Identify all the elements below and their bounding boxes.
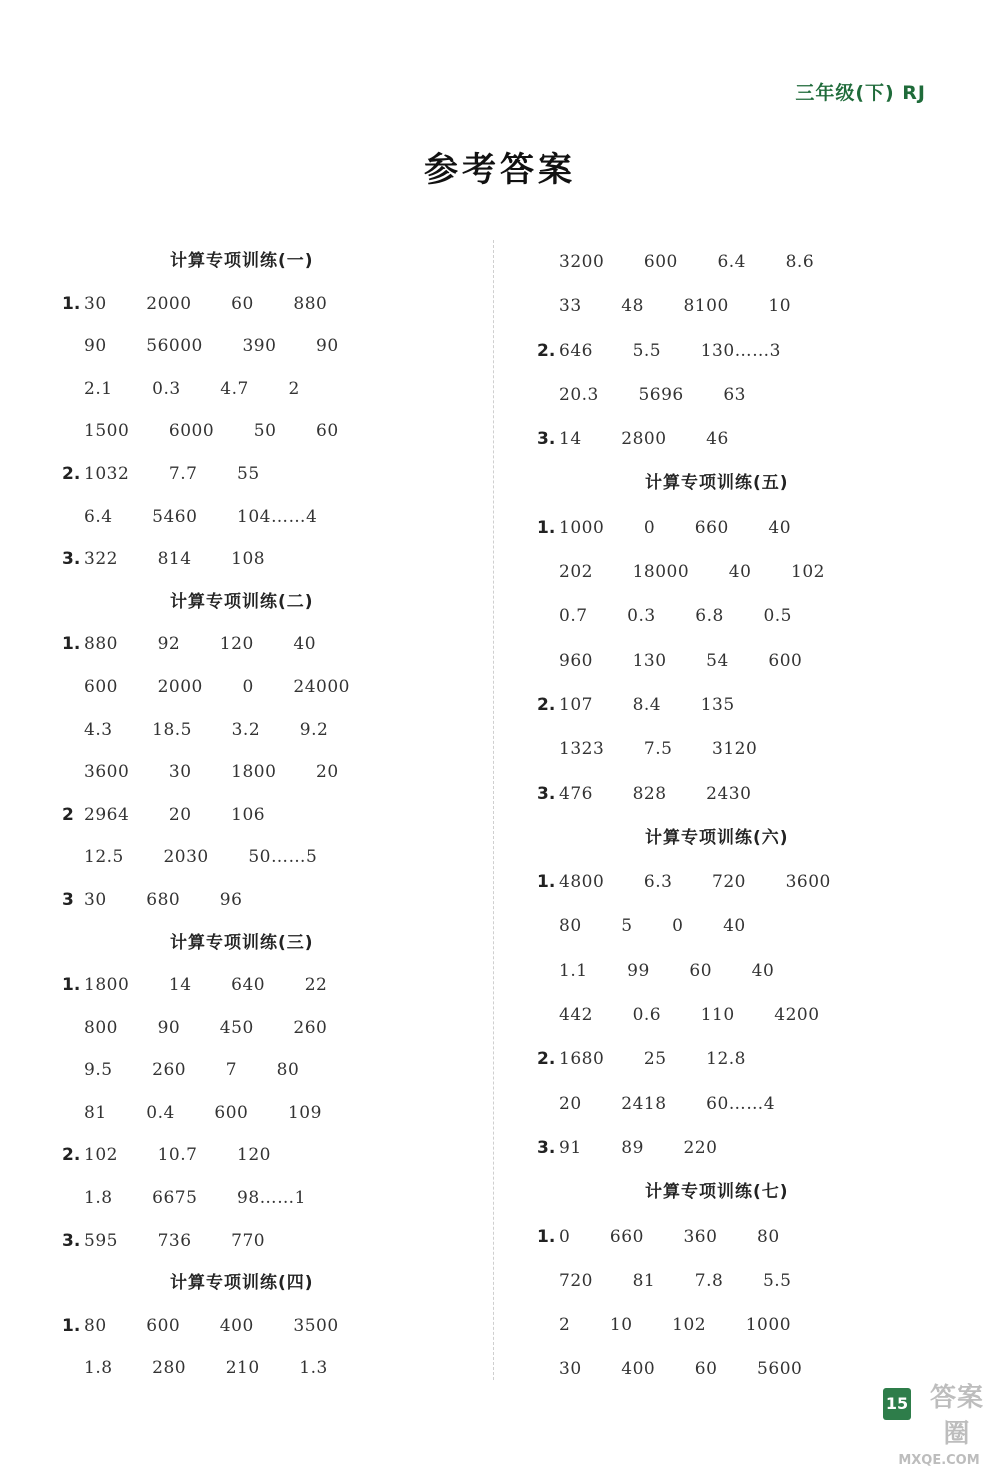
- answer-values: 1500 6000 50 60: [84, 421, 339, 442]
- answer-row: [537, 1259, 952, 1303]
- answer-row: [537, 683, 952, 727]
- answer-row: [62, 1305, 477, 1348]
- answer-values: 322 814 108: [84, 549, 266, 570]
- answer-row: [537, 594, 952, 638]
- answer-row: [537, 860, 952, 904]
- answer-row: [537, 1082, 952, 1126]
- section-heading: 计算专项训练(二): [170, 591, 314, 612]
- answer-row: [62, 410, 477, 453]
- answer-row: [62, 1347, 477, 1390]
- answer-row: [62, 751, 477, 794]
- answer-values: 81 0.4 600 109: [84, 1102, 322, 1123]
- answer-values: 4800 6.3 720 3600: [559, 872, 831, 893]
- question-number: 3.: [62, 549, 81, 570]
- question-number: 1.: [62, 634, 81, 655]
- answer-values: 20 2418 60……4: [559, 1093, 776, 1114]
- answer-row: [62, 794, 477, 837]
- question-number: 3: [62, 889, 74, 910]
- answer-values: 20.3 5696 63: [559, 384, 746, 405]
- answer-row: [62, 1177, 477, 1220]
- answer-values: 14 2800 46: [559, 429, 729, 450]
- answer-values: 202 18000 40 102: [559, 562, 825, 583]
- answer-row: [62, 666, 477, 709]
- answer-values: 595 736 770: [84, 1230, 266, 1251]
- answer-values: 3600 30 1800 20: [84, 762, 339, 783]
- answer-values: 442 0.6 110 4200: [559, 1005, 820, 1026]
- answer-values: 33 48 8100 10: [559, 296, 792, 317]
- section-heading: 计算专项训练(三): [170, 932, 314, 953]
- answer-row: [537, 1347, 952, 1391]
- answer-values: 80 5 0 40: [559, 916, 746, 937]
- answer-values: 1000 0 660 40: [559, 517, 792, 538]
- answer-values: 30 680 96: [84, 889, 243, 910]
- answer-values: 91 89 220: [559, 1137, 718, 1158]
- answer-values: 1680 25 12.8: [559, 1049, 746, 1070]
- column-divider: [493, 240, 494, 1380]
- answer-values: 30 2000 60 880: [84, 293, 328, 314]
- answer-row: [537, 904, 952, 948]
- answer-row: [537, 373, 952, 417]
- question-number: 2.: [537, 1049, 556, 1070]
- answer-values: 1032 7.7 55: [84, 463, 260, 484]
- answer-values: 1323 7.5 3120: [559, 739, 758, 760]
- answer-row: [537, 949, 952, 993]
- answer-values: 0 660 360 80: [559, 1226, 780, 1247]
- answer-values: 800 90 450 260: [84, 1017, 328, 1038]
- section-heading: 计算专项训练(六): [645, 827, 789, 848]
- question-number: 1.: [62, 293, 81, 314]
- section-heading: 计算专项训练(七): [645, 1182, 789, 1203]
- answer-values: 720 81 7.8 5.5: [559, 1270, 792, 1291]
- answer-row: [537, 506, 952, 550]
- answer-row: [62, 496, 477, 539]
- answer-values: 960 130 54 600: [559, 650, 803, 671]
- answer-row: [537, 727, 952, 771]
- left-column: [62, 240, 477, 1390]
- question-number: 2: [62, 804, 74, 825]
- answer-row: [537, 1303, 952, 1347]
- question-number: 2.: [537, 340, 556, 361]
- answer-row: [62, 325, 477, 368]
- answer-values: 1.8 6675 98……1: [84, 1188, 306, 1209]
- question-number: 3.: [537, 429, 556, 450]
- answer-row: [537, 639, 952, 683]
- answer-values: 2.1 0.3 4.7 2: [84, 378, 300, 399]
- answer-values: 880 92 120 40: [84, 634, 317, 655]
- watermark-logo: [898, 1380, 996, 1470]
- question-number: 2.: [537, 694, 556, 715]
- answer-values: 4.3 18.5 3.2 9.2: [84, 719, 329, 740]
- answer-values: 12.5 2030 50……5: [84, 847, 318, 868]
- answer-row: [537, 1126, 952, 1170]
- question-number: 1.: [62, 1315, 81, 1336]
- answer-row: [62, 368, 477, 411]
- answer-row: [62, 1049, 477, 1092]
- answer-row: [62, 623, 477, 666]
- answer-row: [62, 964, 477, 1007]
- watermark-text: 答案圈: [929, 1383, 984, 1449]
- grade-label: 三年级(下) RJ: [795, 82, 926, 104]
- answer-values: 9.5 260 7 80: [84, 1060, 300, 1081]
- answer-row: [537, 772, 952, 816]
- answer-row: [62, 879, 477, 922]
- answer-values: 107 8.4 135: [559, 694, 735, 715]
- answer-values: 2 10 102 1000: [559, 1315, 792, 1336]
- answer-row: [62, 453, 477, 496]
- answer-values: 6.4 5460 104……4: [84, 506, 318, 527]
- answer-row: [537, 1037, 952, 1081]
- answer-row: [537, 550, 952, 594]
- question-number: 2.: [62, 1145, 81, 1166]
- question-number: 2.: [62, 463, 81, 484]
- question-number: 3.: [62, 1230, 81, 1251]
- page-number: 15: [883, 1388, 911, 1420]
- page-title: 参考答案: [424, 150, 576, 190]
- answer-values: 1.8 280 210 1.3: [84, 1358, 328, 1379]
- answer-row: [62, 1092, 477, 1135]
- question-number: 1.: [537, 872, 556, 893]
- answer-row: [62, 283, 477, 326]
- right-column: [537, 240, 952, 1392]
- answer-values: 102 10.7 120: [84, 1145, 271, 1166]
- answer-values: 646 5.5 130……3: [559, 340, 781, 361]
- answer-row: [537, 993, 952, 1037]
- answer-values: 80 600 400 3500: [84, 1315, 339, 1336]
- watermark-url: MXQE.COM: [898, 1453, 980, 1468]
- answer-row: [537, 284, 952, 328]
- answer-row: [537, 1215, 952, 1259]
- answer-values: 476 828 2430: [559, 783, 752, 804]
- answer-values: 2964 20 106: [84, 804, 266, 825]
- question-number: 1.: [537, 517, 556, 538]
- question-number: 3.: [537, 1137, 556, 1158]
- answer-row: [62, 1007, 477, 1050]
- section-heading: 计算专项训练(一): [170, 251, 314, 271]
- answer-row: [62, 538, 477, 581]
- answer-values: 1800 14 640 22: [84, 975, 328, 996]
- answer-row: [537, 329, 952, 373]
- answer-values: 0.7 0.3 6.8 0.5: [559, 606, 792, 627]
- question-number: 3.: [537, 783, 556, 804]
- answer-row: [62, 709, 477, 752]
- answer-row: [62, 836, 477, 879]
- answer-row: [537, 417, 952, 461]
- answer-row: [62, 1220, 477, 1263]
- question-number: 1.: [537, 1226, 556, 1247]
- answer-row: [62, 1134, 477, 1177]
- answer-values: 90 56000 390 90: [84, 336, 339, 357]
- answer-row: [537, 240, 952, 284]
- section-heading: 计算专项训练(四): [170, 1273, 314, 1294]
- answer-values: 3200 600 6.4 8.6: [559, 252, 815, 272]
- question-number: 1.: [62, 975, 81, 996]
- answer-values: 30 400 60 5600: [559, 1359, 803, 1380]
- answer-values: 1.1 99 60 40: [559, 960, 775, 981]
- section-heading: 计算专项训练(五): [645, 473, 789, 494]
- answer-values: 600 2000 0 24000: [84, 676, 350, 697]
